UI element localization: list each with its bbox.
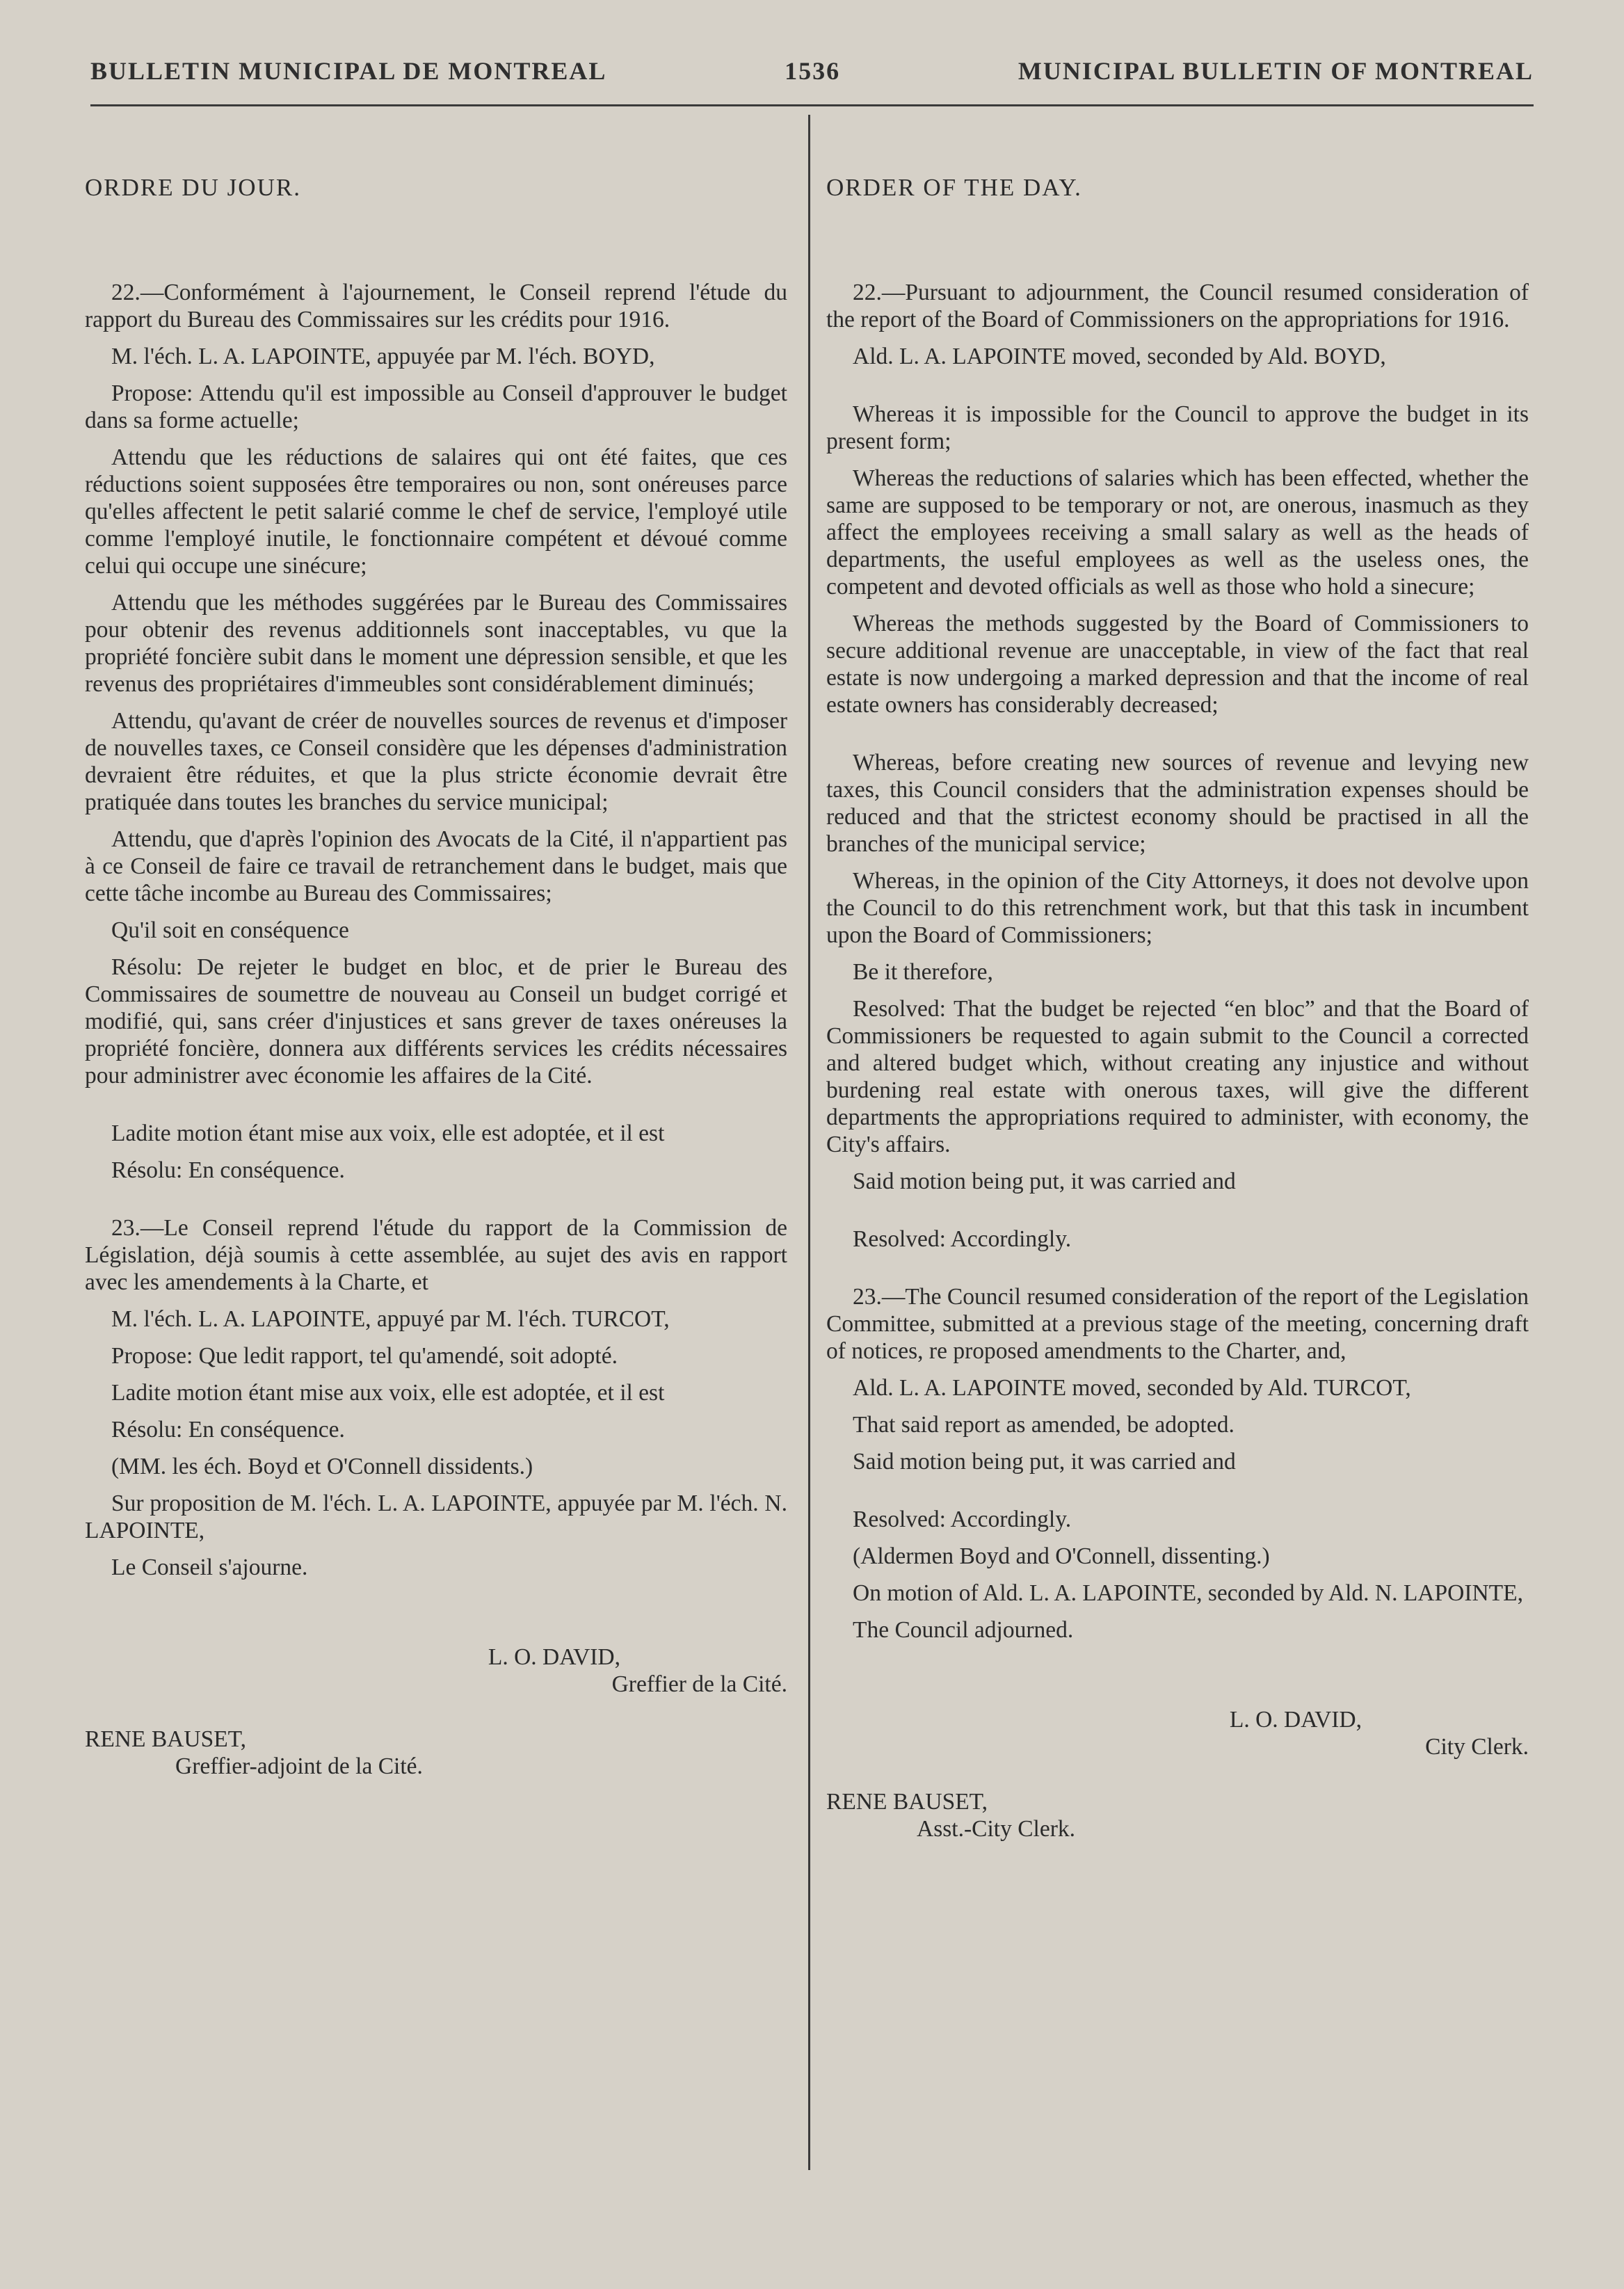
english-column (826, 174, 1529, 1842)
english-para-4: Whereas the methods suggested by the Board of Commissioners to secure additional revenue are unacceptable, in view of the fact that real estate is now undergoing a marked depression and that the income of real estate owners has considerably decreased; (826, 611, 1529, 718)
french-para-9: Ladite motion étant mise aux voix, elle est adoptée, et il est (111, 1121, 665, 1146)
english-signature-title: City Clerk. (1425, 1734, 1529, 1760)
french-para-8: Résolu: De rejeter le budget en bloc, et de prier le Bureau des Commissaires de soumettre de nouveau au Conseil un budget corrigé et modifié, qui, sans créer d'injustices et sans grever de taxes onéreuses la propriété foncière, donnera aux différents services les crédits nécessaires pour administrer avec économie les affaires de la Cité. (85, 954, 787, 1089)
header-rule (90, 104, 1534, 106)
english-para-7: Be it therefore, (853, 959, 993, 985)
english-para-18: The Council adjourned. (853, 1617, 1074, 1643)
header-french-title: BULLETIN MUNICIPAL DE MONTREAL (90, 57, 607, 85)
french-para-6: Attendu, que d'après l'opinion des Avocats de la Cité, il n'appartient pas à ce Conseil de faire ce travail de retranchement dans le budget, mais que cette tâche incombe au Bureau des Commissaires; (85, 826, 787, 906)
french-para-13: Propose: Que ledit rapport, tel qu'amendé, soit adopté. (111, 1343, 618, 1369)
english-section-title: ORDER OF THE DAY. (826, 174, 1082, 201)
french-para-1: M. l'éch. L. A. LAPOINTE, appuyée par M. l'éch. BOYD, (111, 344, 655, 369)
english-para-17: On motion of Ald. L. A. LAPOINTE, seconded by Ald. N. LAPOINTE, (853, 1580, 1523, 1606)
english-para-8: Resolved: That the budget be rejected “en bloc” and that the Board of Commissioners be requested to again submit to the Council a corrected and altered budget which, without creating any injustice and without burdening real estate with onerous taxes, will give the different departments the appropriations required to administer, with economy, the City's affairs. (826, 996, 1529, 1157)
french-para-4: Attendu que les méthodes suggérées par le Bureau des Commissaires pour obtenir des revenus additionnels sont inacceptables, vu que la propriété foncière subit dans le moment une dépression sensible, et que les revenus des propriétaires d'immeubles sont considérablement diminués; (85, 590, 787, 697)
page-header (90, 50, 1534, 92)
english-para-1: Ald. L. A. LAPOINTE moved, seconded by Ald. BOYD, (853, 344, 1386, 369)
french-para-12: M. l'éch. L. A. LAPOINTE, appuyé par M. l'éch. TURCOT, (111, 1306, 670, 1332)
french-para-10: Résolu: En conséquence. (111, 1157, 345, 1183)
french-para-5: Attendu, qu'avant de créer de nouvelles sources de revenus et d'imposer de nouvelles taxes, ce Conseil considère que les dépenses d'administration devraient être réduites, et que la plus stricte économie devrait être pratiquée dans toutes les branches du service municipal; (85, 708, 787, 815)
english-assistant-signature (826, 1788, 1529, 1842)
english-para-5: Whereas, before creating new sources of revenue and levying new taxes, this Council considers that the administration expenses should be reduced and that the strictest economy should be practised in all the branches of the municipal service; (826, 750, 1529, 857)
french-para-17: Sur proposition de M. l'éch. L. A. LAPOINTE, appuyée par M. l'éch. N. LAPOINTE, (85, 1491, 787, 1543)
english-para-2: Whereas it is impossible for the Council to approve the budget in its present form; (826, 401, 1529, 454)
english-para-11: 23.—The Council resumed consideration of the report of the Legislation Committee, submitted at a previous stage of the meeting, concerning draft of notices, re proposed amendments to the Charter, and, (826, 1284, 1529, 1364)
english-signature-name: L. O. DAVID, (1229, 1707, 1362, 1733)
english-para-10: Resolved: Accordingly. (853, 1226, 1072, 1252)
french-para-2: Propose: Attendu qu'il est impossible au Conseil d'approuver le budget dans sa forme actuelle; (85, 380, 787, 433)
french-signature-title: Greffier de la Cité. (611, 1671, 787, 1697)
english-para-3: Whereas the reductions of salaries which has been effected, whether the same are supposed to be temporary or not, are onerous, inasmuch as they affect the employees receiving a small salary as well as the heads of departments, the useful employees as well as the useless ones, the competent and devoted officials as well as those who hold a sinecure; (826, 465, 1529, 600)
french-assistant-name: RENE BAUSET, (85, 1726, 247, 1752)
english-para-15: Resolved: Accordingly. (853, 1507, 1072, 1532)
english-assistant-title: Asst.-City Clerk. (917, 1816, 1075, 1842)
french-section-title: ORDRE DU JOUR. (85, 174, 301, 201)
english-para-9: Said motion being put, it was carried and (853, 1168, 1236, 1194)
french-para-14: Ladite motion étant mise aux voix, elle est adoptée, et il est (111, 1380, 665, 1406)
french-para-18: Le Conseil s'ajourne. (111, 1555, 308, 1580)
column-divider (808, 115, 810, 2170)
english-para-6: Whereas, in the opinion of the City Attorneys, it does not devolve upon the Council to do this retrenchment work, but that this task in incumbent upon the Board of Commissioners; (826, 868, 1529, 948)
french-para-11: 23.—Le Conseil reprend l'étude du rapport de la Commission de Législation, déjà soumis à cette assemblée, au sujet des avis en rapport avec les amendements à la Charte, et (85, 1215, 787, 1295)
french-para-7: Qu'il soit en conséquence (111, 917, 349, 943)
english-para-14: Said motion being put, it was carried and (853, 1449, 1236, 1475)
french-signature (85, 1644, 787, 1698)
french-assistant-title: Greffier-adjoint de la Cité. (175, 1753, 423, 1779)
french-column (85, 174, 787, 1780)
header-english-title: MUNICIPAL BULLETIN OF MONTREAL (1018, 57, 1534, 85)
page-number: 1536 (785, 57, 841, 85)
english-para-0: 22.—Pursuant to adjournment, the Council resumed consideration of the report of the Board of Commissioners on the appropriations for 1916. (826, 280, 1529, 332)
english-assistant-name: RENE BAUSET, (826, 1789, 988, 1815)
french-assistant-signature (85, 1726, 787, 1780)
french-para-15: Résolu: En conséquence. (111, 1417, 345, 1443)
english-para-13: That said report as amended, be adopted. (853, 1412, 1235, 1438)
english-para-16: (Aldermen Boyd and O'Connell, dissenting.) (853, 1543, 1270, 1569)
french-para-0: 22.—Conformément à l'ajournement, le Conseil reprend l'étude du rapport du Bureau des Commissaires sur les crédits pour 1916. (85, 280, 787, 332)
french-para-3: Attendu que les réductions de salaires qui ont été faites, que ces réductions soient supposées être temporaires ou non, sont onéreuses parce qu'elles affectent le petit salarié comme le chef de service, l'employé utile comme l'employé inutile, le fonctionnaire compétent et dévoué comme celui qui occupe une sinécure; (85, 444, 787, 579)
english-para-12: Ald. L. A. LAPOINTE moved, seconded by Ald. TURCOT, (853, 1375, 1411, 1401)
french-signature-name: L. O. DAVID, (488, 1644, 620, 1670)
english-signature (826, 1706, 1529, 1760)
french-para-16: (MM. les éch. Boyd et O'Connell dissidents.) (111, 1454, 533, 1479)
